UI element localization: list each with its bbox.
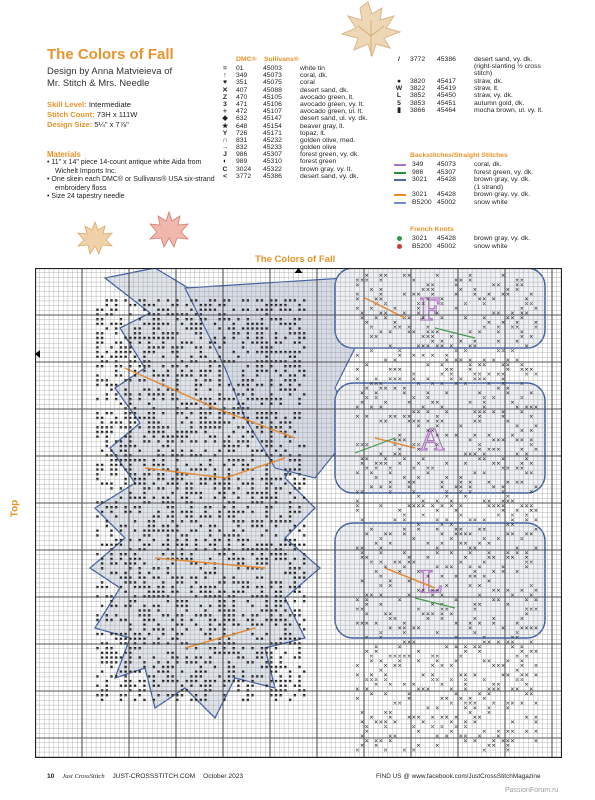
- footer-left: [47, 773, 243, 780]
- magazine-name: Just CrossStitch: [62, 773, 105, 780]
- key-sullivans-number: 45464: [437, 106, 456, 114]
- cross-stitch-chart: [35, 268, 562, 758]
- designer-line: Design by Anna Matvieieva of: [47, 66, 173, 77]
- page-title: The Colors of Fall: [47, 46, 174, 63]
- key-sullivans-number: 45002: [437, 198, 456, 206]
- key-dmc-number: 349: [236, 72, 248, 80]
- key-row: [220, 173, 390, 180]
- french-knots-key: [394, 235, 584, 250]
- floss-key-left: [220, 65, 390, 180]
- key-dmc-number: B5200: [412, 242, 432, 250]
- jar-letter: F: [420, 291, 441, 328]
- key-row: [394, 56, 584, 78]
- key-dmc-number: 3021: [412, 191, 428, 199]
- line-swatch: [394, 179, 406, 181]
- key-symbol: W: [395, 85, 403, 93]
- key-color-name: desert sand, vy. dk. (right-slanting ½ cross stitch): [474, 56, 541, 78]
- key-color-name: forest green, vy. dk.: [474, 168, 534, 176]
- watermark: PassionForum.ru: [505, 787, 559, 794]
- key-dmc-number: 3021: [412, 235, 428, 242]
- key-row: [220, 101, 390, 108]
- key-dmc-number: 407: [236, 86, 248, 94]
- key-symbol: ↑: [223, 72, 227, 80]
- designer-studio-line: Mr. Stitch & Mrs. Needle: [47, 78, 150, 89]
- key-row: [220, 137, 390, 144]
- key-color-name: coral, dk.: [474, 161, 502, 168]
- key-sullivans-number: 45419: [437, 85, 456, 93]
- key-row: [394, 100, 584, 107]
- chart-title: The Colors of Fall: [255, 254, 336, 265]
- key-color-name: snow white: [474, 198, 508, 206]
- key-sullivans-number: 45107: [263, 108, 282, 116]
- backstitch-key: [394, 161, 584, 207]
- page-number: 10: [47, 773, 55, 780]
- french-knot-row: [394, 235, 584, 243]
- key-row: [394, 85, 584, 92]
- key-color-name: mocha brown, ul. vy. lt.: [474, 106, 544, 114]
- key-sullivans-number: 45073: [437, 161, 456, 168]
- materials-heading: Materials: [47, 150, 81, 159]
- key-color-name: snow white: [474, 242, 508, 250]
- key-color-name: brown gray, vy. dk.: [474, 176, 531, 184]
- key-color-name: avocado green, lt.: [300, 93, 355, 101]
- key-row: [220, 108, 390, 115]
- key-color-name: straw, lt.: [474, 85, 499, 93]
- key-symbol: ★: [221, 122, 229, 130]
- key-dmc-number: 726: [236, 129, 248, 137]
- key-sullivans-number: 45075: [263, 79, 282, 87]
- key-symbol: /: [398, 56, 400, 63]
- key-dmc-number: 470: [236, 93, 248, 101]
- key-dmc-number: 3024: [236, 165, 252, 173]
- key-color-name: straw, vy. dk.: [474, 92, 513, 100]
- jar-letter: A: [420, 421, 445, 458]
- design-size: [47, 120, 129, 129]
- backstitch-row: [394, 191, 584, 199]
- leaf-illustration-orange: [75, 220, 115, 258]
- key-color-name: brown gray, vy. dk.: [474, 191, 531, 199]
- line-swatch: [394, 194, 406, 196]
- key-dmc-number: 3772: [236, 172, 252, 180]
- key-symbol: +: [223, 108, 227, 116]
- backstitch-row: [394, 199, 584, 207]
- key-dmc-number: 3772: [410, 56, 426, 63]
- key-dmc-number: 3021: [412, 176, 428, 184]
- key-symbol: J: [223, 151, 227, 159]
- key-sullivans-number: 45428: [437, 176, 456, 184]
- key-sullivans-number: 45106: [263, 100, 282, 108]
- key-dmc-number: 472: [236, 108, 248, 116]
- key-sullivans-number: 45002: [437, 242, 456, 250]
- knot-swatch: [397, 236, 402, 241]
- key-dmc-number: 349: [412, 161, 424, 168]
- key-symbol: →: [221, 144, 229, 152]
- key-dmc-number: 831: [236, 136, 248, 144]
- stitch-count-value: 73H x 111W: [96, 110, 138, 119]
- key-dmc-number: 01: [236, 65, 244, 72]
- key-sullivans-number: 45386: [437, 56, 456, 63]
- key-symbol: ●: [396, 78, 402, 85]
- key-sullivans-number: 45450: [437, 92, 456, 100]
- key-color-name: golden olive: [300, 144, 337, 152]
- backstitch-row: [394, 176, 584, 184]
- key-dmc-number: 3853: [410, 99, 426, 107]
- maple-leaf-illustration-top: [320, 0, 420, 60]
- french-knots-heading: French Knots: [410, 226, 454, 233]
- key-row: [220, 115, 390, 122]
- knot-swatch: [397, 244, 402, 249]
- key-row: [220, 130, 390, 137]
- key-symbol: Z: [222, 93, 228, 101]
- key-dmc-number: 832: [236, 144, 248, 152]
- key-sullivans-number: 45232: [263, 136, 282, 144]
- backstitch-row: [394, 184, 584, 192]
- key-dmc-number: B5200: [412, 198, 432, 206]
- key-color-name: brown gray, vy. dk.: [474, 235, 531, 242]
- key-color-name: golden olive, med.: [300, 136, 356, 144]
- key-symbol: Y: [222, 129, 228, 137]
- issue-date: October 2023: [203, 773, 244, 780]
- key-color-name: coral: [300, 79, 315, 87]
- key-symbol: ∩: [222, 136, 228, 144]
- key-color-name: avocado green, vy. lt.: [300, 100, 365, 108]
- key-sullivans-number: 45322: [263, 165, 282, 173]
- key-color-name: autumn gold, dk.: [474, 99, 525, 107]
- key-symbol: ◐: [222, 158, 228, 166]
- key-symbol: ✕: [222, 86, 228, 94]
- key-sullivans-number: 45073: [263, 72, 282, 80]
- key-color-name: topaz, lt.: [300, 129, 326, 137]
- key-row: [220, 79, 390, 86]
- jar-letter: L: [420, 563, 443, 601]
- key-symbol: ♥: [222, 79, 228, 87]
- key-sullivans-number: 45417: [437, 78, 456, 85]
- key-row: [220, 87, 390, 94]
- key-sullivans-number: 45003: [263, 65, 282, 72]
- materials-item: • One skein each DMC® or Sullivans® USA six-strand embroidery floss: [47, 176, 222, 193]
- materials-item: • 11" x 14" piece 14-count antique white Aida from Wichelt Imports Inc.: [47, 159, 222, 176]
- key-color-name: forest green: [300, 158, 337, 166]
- key-sullivans-number: 45307: [437, 168, 456, 176]
- backstitch-row: [394, 169, 584, 177]
- key-dmc-number: 471: [236, 100, 248, 108]
- stitch-count: [47, 110, 137, 119]
- key-color-name: avocado green, ul. lt.: [300, 108, 364, 116]
- line-swatch: [394, 164, 406, 166]
- key-color-name: straw, dk.: [474, 78, 503, 85]
- key-sullivans-number: 45171: [263, 129, 282, 137]
- key-dmc-header: DMC®: [236, 56, 257, 63]
- key-sullivans-number: 45428: [437, 235, 456, 242]
- key-dmc-number: 3822: [410, 85, 426, 93]
- key-dmc-number: 986: [412, 168, 424, 176]
- key-dmc-number: 648: [236, 122, 248, 130]
- key-dmc-number: 989: [236, 158, 248, 166]
- line-swatch: [394, 172, 406, 174]
- key-row: [394, 107, 584, 114]
- key-row: [220, 65, 390, 72]
- key-row: [220, 94, 390, 101]
- key-dmc-number: 3820: [410, 78, 426, 85]
- key-color-name: desert sand, dk.: [300, 86, 349, 94]
- key-row: [394, 92, 584, 99]
- key-sullivans-number: 45386: [263, 172, 282, 180]
- key-sullivans-header: Sullivans®: [264, 56, 299, 63]
- footer-social: FIND US @ www.facebook.com/JustCrossStitchMagazine: [376, 773, 541, 780]
- design-size-label: Design Size:: [47, 120, 93, 129]
- key-symbol: 5: [397, 99, 401, 107]
- chart-top-marker: Top: [9, 499, 21, 518]
- key-symbol: 3: [223, 100, 227, 108]
- key-sullivans-number: 45154: [263, 122, 282, 130]
- key-sullivans-number: 45233: [263, 144, 282, 152]
- magazine-site: JUST-CROSSSTITCH.COM: [112, 773, 196, 780]
- floss-key-right: [394, 56, 584, 114]
- key-color-name: beaver gray, lt.: [300, 122, 345, 130]
- key-row: [220, 144, 390, 151]
- design-size-value: 5¼" x 7⅞": [94, 120, 129, 129]
- key-symbol: L: [396, 92, 402, 100]
- skill-level: [47, 100, 131, 109]
- backstitch-heading: Backstitches/Straight Stitches: [410, 152, 508, 159]
- leaf-illustration-red: [148, 210, 190, 250]
- backstitch-row: [394, 161, 584, 169]
- key-sullivans-number: 45307: [263, 151, 282, 159]
- key-dmc-number: 3852: [410, 92, 426, 100]
- key-sullivans-number: 45310: [263, 158, 282, 166]
- key-sullivans-number: 45147: [263, 115, 282, 123]
- key-row: [220, 151, 390, 158]
- key-sullivans-number: 45451: [437, 99, 456, 107]
- key-sullivans-number: 45105: [263, 93, 282, 101]
- key-symbol: ▮: [397, 106, 401, 114]
- key-sullivans-number: 45088: [263, 86, 282, 94]
- key-color-name: desert sand, ul. vy. dk.: [300, 115, 368, 123]
- materials-list: [47, 159, 222, 202]
- key-symbol: ◆: [222, 115, 228, 123]
- line-swatch: [394, 202, 406, 204]
- key-row: [220, 123, 390, 130]
- key-dmc-number: 351: [236, 79, 248, 87]
- key-row: [220, 166, 390, 173]
- key-sullivans-number: 45428: [437, 191, 456, 199]
- stitch-count-label: Stitch Count:: [47, 110, 95, 119]
- key-row: [220, 158, 390, 165]
- key-color-name: (1 strand): [474, 183, 504, 191]
- key-row: [394, 78, 584, 85]
- key-symbol: =: [223, 65, 227, 72]
- key-color-name: white tin: [300, 65, 325, 72]
- skill-level-value: Intermediate: [88, 100, 132, 109]
- key-color-name: desert sand, vy. dk.: [300, 172, 359, 180]
- key-dmc-number: 632: [236, 115, 248, 123]
- key-symbol: <: [223, 172, 227, 180]
- key-symbol: C: [222, 165, 228, 173]
- key-dmc-number: 3866: [410, 106, 426, 114]
- key-color-name: coral, dk.: [300, 72, 328, 80]
- key-color-name: brown gray, vy. lt.: [300, 165, 353, 173]
- skill-level-label: Skill Level:: [47, 100, 87, 109]
- french-knot-row: [394, 243, 584, 251]
- key-row: [220, 72, 390, 79]
- key-color-name: forest green, vy. dk.: [300, 151, 360, 159]
- materials-item: • Size 24 tapestry needle: [47, 193, 222, 202]
- key-dmc-number: 986: [236, 151, 248, 159]
